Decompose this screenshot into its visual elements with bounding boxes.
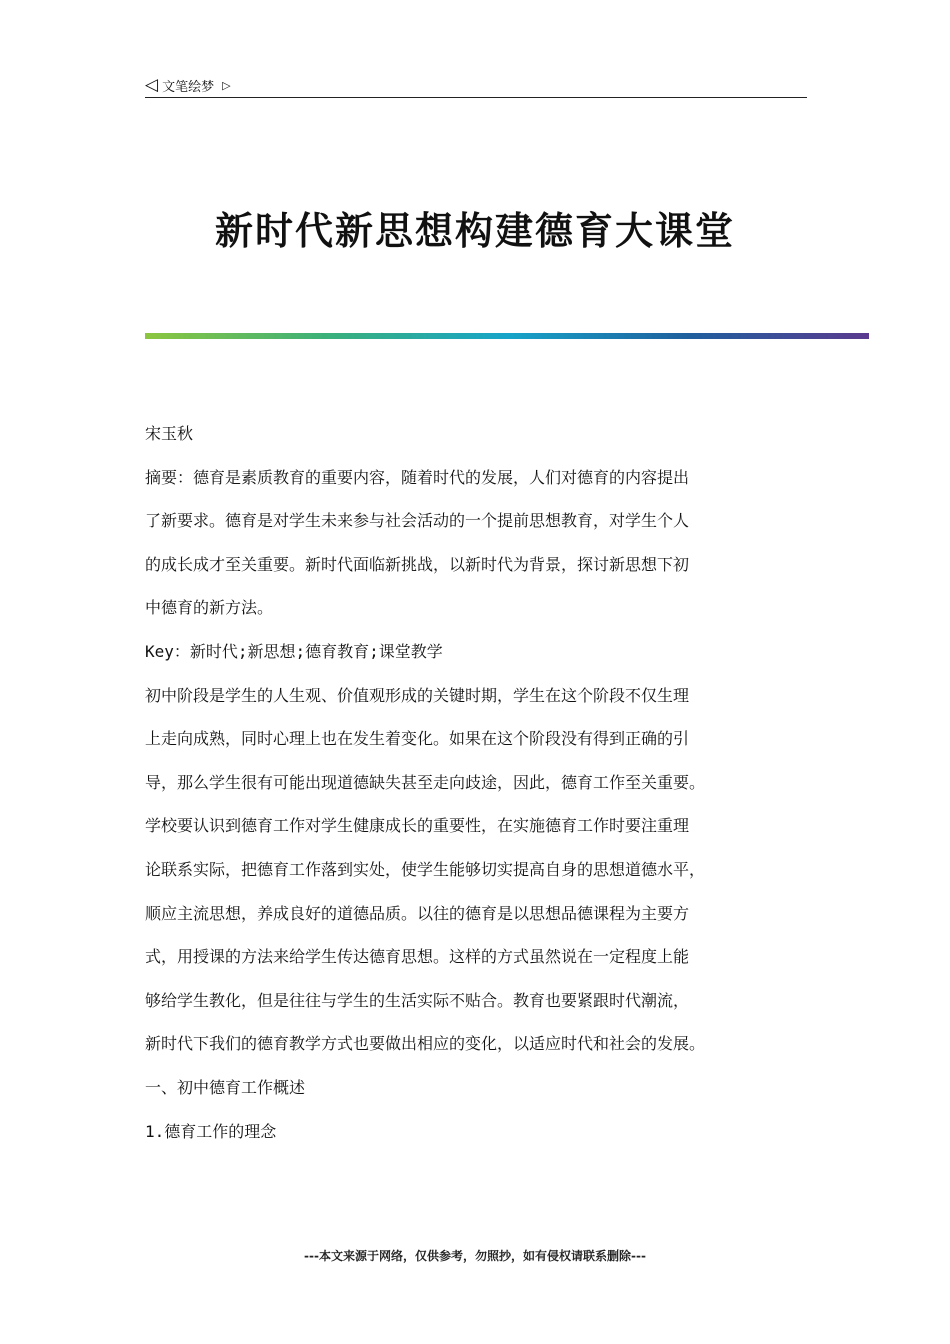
document-title: 新时代新思想构建德育大课堂	[214, 208, 735, 253]
body-line: 够给学生教化，但是往往与学生的生活实际不贴合。教育也要紧跟时代潮流，	[145, 990, 690, 1010]
section-heading: 一、初中德育工作概述	[145, 1077, 306, 1097]
keywords-line: Key：新时代;新思想;德育教育;课堂教学	[145, 641, 443, 661]
document-body	[145, 418, 815, 1159]
body-line: 摘要：德育是素质教育的重要内容，随着时代的发展，人们对德育的内容提出	[145, 467, 690, 487]
body-line: 导，那么学生很有可能出现道德缺失甚至走向歧途，因此，德育工作至关重要。	[145, 772, 706, 792]
title-divider-bar	[145, 333, 869, 339]
body-line: 新时代下我们的德育教学方式也要做出相应的变化，以适应时代和社会的发展。	[145, 1034, 706, 1054]
body-line: 中德育的新方法。	[145, 598, 274, 618]
author-line: 宋玉秋	[145, 424, 194, 443]
body-line: 上走向成熟，同时心理上也在发生着变化。如果在这个阶段没有得到正确的引	[145, 729, 690, 749]
body-line: 的成长成才至关重要。新时代面临新挑战，以新时代为背景，探讨新思想下初	[145, 554, 690, 574]
body-line: 论联系实际，把德育工作落到实处，使学生能够切实提高自身的思想道德水平，	[145, 859, 706, 879]
body-line: 学校要认识到德育工作对学生健康成长的重要性，在实施德育工作时要注重理	[145, 816, 690, 836]
page-header	[145, 73, 807, 98]
body-line: 式，用授课的方法来给学生传达德育思想。这样的方式虽然说在一定程度上能	[145, 947, 690, 967]
triangle-right-icon: ▷	[222, 78, 231, 92]
page-footer: ---本文来源于网络，仅供参考，勿照抄，如有侵权请联系删除---	[304, 1249, 646, 1263]
subsection-heading: 1.德育工作的理念	[145, 1121, 277, 1141]
triangle-left-icon: ◁	[145, 74, 159, 95]
body-line: 顺应主流思想，养成良好的道德品质。以往的德育是以思想品德课程为主要方	[145, 903, 690, 923]
header-brand: 文笔绘梦	[162, 79, 215, 95]
body-line: 了新要求。德育是对学生未来参与社会活动的一个提前思想教育，对学生个人	[145, 511, 690, 531]
body-line: 初中阶段是学生的人生观、价值观形成的关键时期，学生在这个阶段不仅生理	[145, 685, 690, 705]
